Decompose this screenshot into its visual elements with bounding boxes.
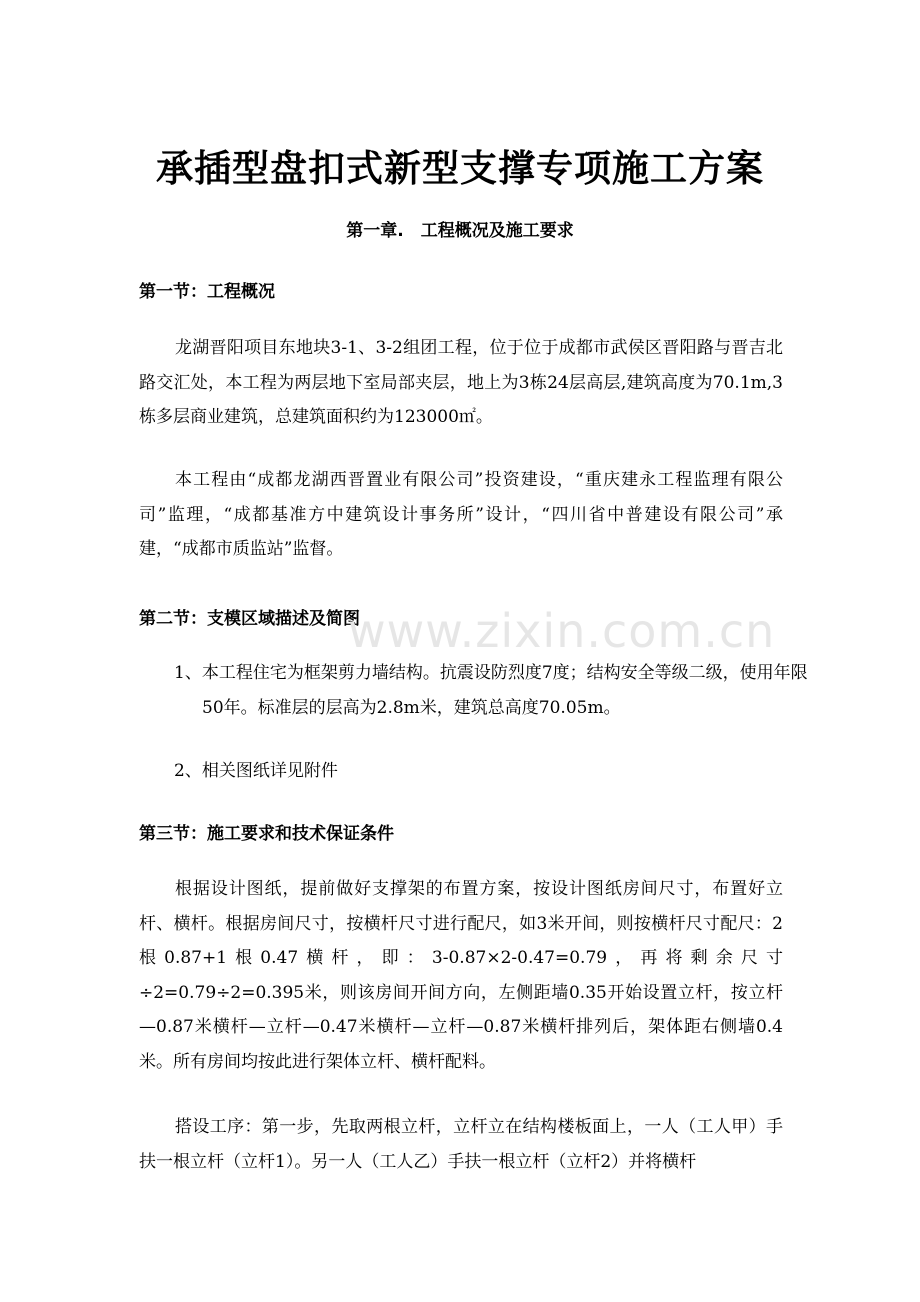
list-item-structure: 1、本工程住宅为框架剪力墙结构。抗震设防烈度7度；结构安全等级二级，使用年限50年。标准层的层高为2.8m米，建筑总高度70.05m。	[174, 663, 808, 718]
chapter-heading: 第一章. 工程概况及施工要求	[346, 221, 574, 241]
section-heading-formwork-area: 第二节：支模区域描述及简图	[139, 609, 360, 629]
list-item-drawings: 2、相关图纸详见附件	[174, 761, 338, 781]
paragraph-project-parties: 本工程由“成都龙湖西晋置业有限公司”投资建设，“重庆建永工程监理有限公司”监理，“成都基准方中建筑设计事务所”设计，“四川省中普建设有限公司”承建，“成都市质监站”监督。	[139, 470, 783, 559]
document-title: 承插型盘扣式新型支撑专项施工方案	[156, 147, 764, 190]
watermark-text: www.zixin.com.cn	[348, 604, 776, 658]
section-heading-overview: 第一节：工程概况	[139, 282, 275, 302]
paragraph-project-overview: 龙湖晋阳项目东地块3-1、3-2组团工程，位于位于成都市武侯区晋阳路与晋吉北路交汇处，本工程为两层地下室局部夹层，地上为3栋24层高层,建筑高度为70.1m,3栋多层商业建筑，总建筑面积约为123000㎡。	[139, 338, 783, 427]
paragraph-erection-steps: 搭设工序：第一步，先取两根立杆，立杆立在结构楼板面上，一人（工人甲）手扶一根立杆（立杆1）。另一人（工人乙）手扶一根立杆（立杆2）并将横杆	[139, 1117, 783, 1172]
paragraph-layout-method: 根据设计图纸，提前做好支撑架的布置方案，按设计图纸房间尺寸，布置好立杆、横杆。根据房间尺寸，按横杆尺寸进行配尺，如3米开间，则按横杆尺寸配尺：2根0.87+1根0.47横杆，即：3-0.87×2-0.47=0.79，再将剩余尺寸÷2=0.79÷2=0.395米，则该房间开间方向，左侧距墙0.35开始设置立杆，按立杆—0.87米横杆—立杆—0.47米横杆—立杆—0.87米横杆排列后，架体距右侧墙0.4米。所有房间均按此进行架体立杆、横杆配料。	[139, 879, 783, 1072]
section-heading-requirements: 第三节：施工要求和技术保证条件	[139, 824, 394, 844]
